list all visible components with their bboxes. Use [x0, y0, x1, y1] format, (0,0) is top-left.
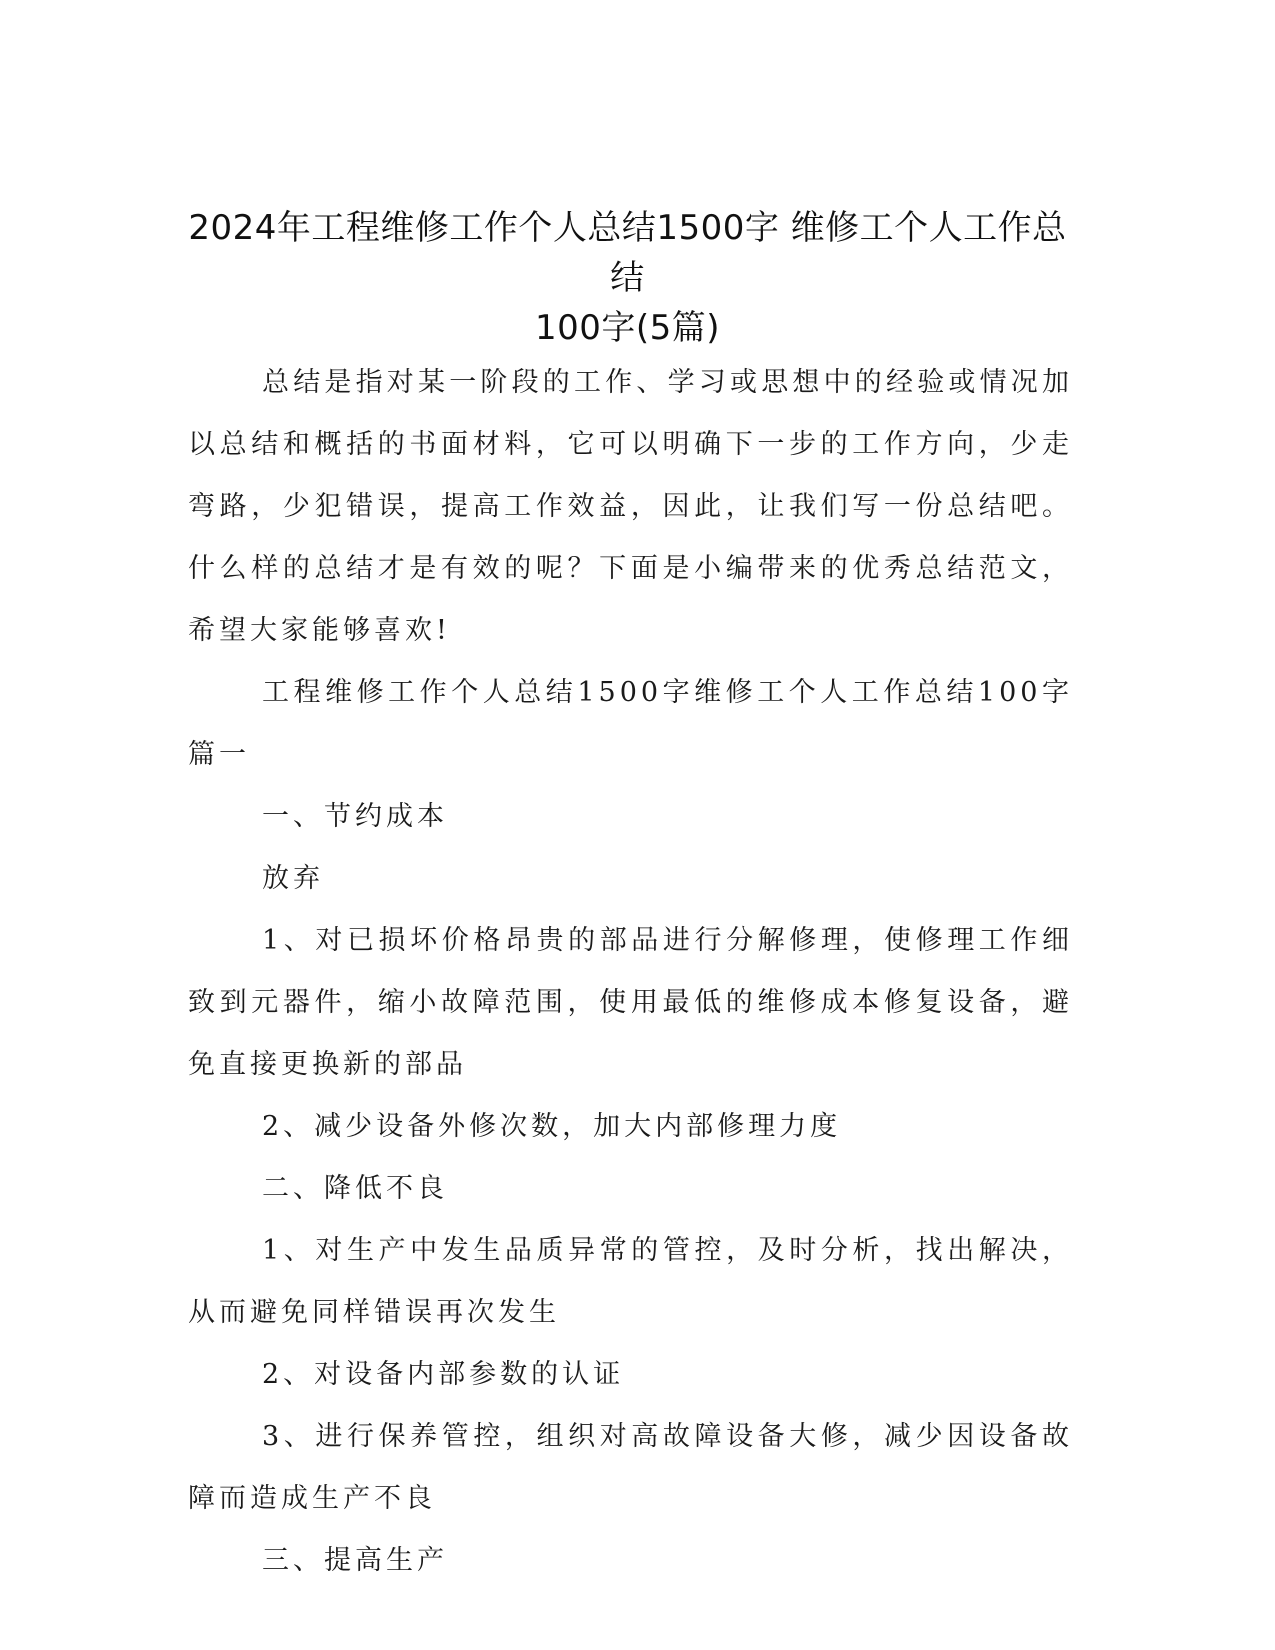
list-item-repair-parts: 1、对已损坏价格昂贵的部品进行分解修理，使修理工作细致到元器件，缩小故障范围，使用最低的维修成本修复设备，避免直接更换新的部品 [188, 925, 1073, 1080]
title-line-1: 2024年工程维修工作个人总结1500字 维修工个人工作总结 [188, 208, 1067, 298]
heading-save-cost: 一、节约成本 [262, 801, 448, 832]
paragraph-abandon: 放弃 [262, 863, 324, 894]
document-title [180, 203, 1075, 353]
intro-paragraph: 总结是指对某一阶段的工作、学习或思想中的经验或情况加以总结和概括的书面材料，它可以明确下一步的工作方向，少走弯路，少犯错误，提高工作效益，因此，让我们写一份总结吧。什么样的总结才是有效的呢？下面是小编带来的优秀总结范文，希望大家能够喜欢! [188, 367, 1073, 646]
title-line-2: 100字(5篇) [534, 308, 721, 348]
heading-reduce-defects: 二、降低不良 [262, 1173, 448, 1204]
section-heading-article-one: 工程维修工作个人总结1500字维修工个人工作总结100字篇一 [188, 677, 1073, 770]
list-item-maintenance-control: 3、进行保养管控，组织对高故障设备大修，减少因设备故障而造成生产不良 [188, 1421, 1073, 1514]
list-item-reduce-outsourcing: 2、减少设备外修次数，加大内部修理力度 [262, 1111, 842, 1142]
list-item-quality-control: 1、对生产中发生品质异常的管控，及时分析，找出解决，从而避免同样错误再次发生 [188, 1235, 1073, 1328]
list-item-parameter-certification: 2、对设备内部参数的认证 [262, 1359, 625, 1390]
document-body [188, 352, 1073, 1592]
heading-improve-production: 三、提高生产 [262, 1545, 448, 1576]
